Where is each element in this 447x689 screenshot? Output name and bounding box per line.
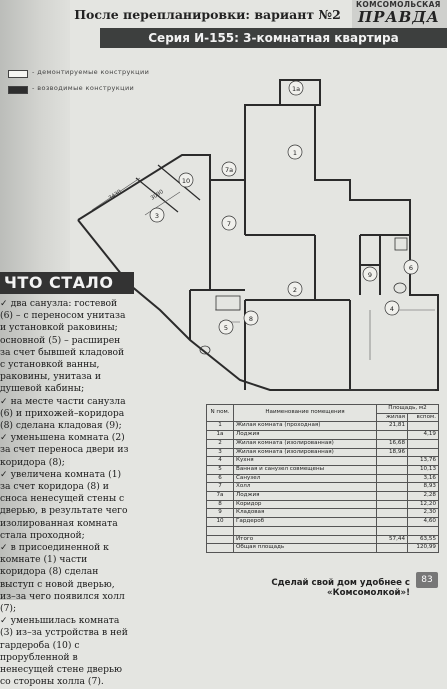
table-row: [207, 509, 439, 518]
table-row: [207, 526, 439, 535]
table-row: [207, 439, 439, 448]
cell-number: 9: [207, 509, 234, 518]
room-marker-1a: [289, 81, 303, 95]
room-marker-2: [288, 282, 302, 296]
footer-slogan: Сделай свой дом удобнее с «Комсомолкой»!: [271, 578, 410, 598]
legend-demolished-label: - демонтируемые конструкции: [32, 68, 150, 76]
bathtub-fixture: [216, 296, 240, 310]
table-header-number: N пом.: [207, 405, 234, 422]
cell-number: [207, 544, 234, 553]
table-row: [207, 544, 439, 553]
cell-auxiliary: 4,60: [408, 518, 439, 527]
cell-living: [377, 474, 408, 483]
legend-demolished-swatch: [8, 70, 28, 78]
svg-text:1а: 1а: [291, 85, 301, 93]
svg-text:6: 6: [408, 264, 414, 272]
cell-living: [377, 465, 408, 474]
cell-number: 7а: [207, 492, 234, 501]
cell-auxiliary: 120,99: [408, 544, 439, 553]
cell-auxiliary: 10,13: [408, 465, 439, 474]
cell-name: Ванная и санузел совмещены: [234, 465, 377, 474]
cell-name: Лоджия: [234, 492, 377, 501]
cell-living: [377, 518, 408, 527]
cell-number: 2: [207, 439, 234, 448]
cell-number: 7: [207, 483, 234, 492]
cell-name: Жилая комната (проходная): [234, 422, 377, 431]
cell-number: 4: [207, 457, 234, 466]
cell-name: Лоджия: [234, 431, 377, 440]
cell-auxiliary: 3,16: [408, 474, 439, 483]
table-row: [207, 457, 439, 466]
cell-number: 10: [207, 518, 234, 527]
cell-name: Жилая комната (изолированная): [234, 448, 377, 457]
svg-text:4: 4: [389, 305, 395, 313]
room-marker-1: [288, 145, 302, 159]
cell-name: [234, 526, 377, 535]
cell-name: Коридор: [234, 500, 377, 509]
cell-number: 1а: [207, 431, 234, 440]
cell-living: 57,44: [377, 535, 408, 544]
room-marker-10: [179, 173, 193, 187]
table-header-area: Площадь, м2: [377, 405, 439, 414]
room-marker-4: [385, 301, 399, 315]
svg-text:2: 2: [292, 286, 298, 294]
svg-text:1: 1: [292, 149, 298, 157]
cell-auxiliary: [408, 448, 439, 457]
legend-erected-swatch: [8, 86, 28, 94]
cell-auxiliary: [408, 439, 439, 448]
table-row: [207, 448, 439, 457]
change-item: ✓ уменьшена комната (2) за счет переноса двери из коридора (8);: [0, 432, 129, 468]
plan-outer-wall: [78, 105, 438, 390]
svg-text:9: 9: [367, 271, 373, 279]
cell-living: [377, 544, 408, 553]
cell-auxiliary: [408, 422, 439, 431]
table-row: [207, 465, 439, 474]
series-heading: Серия И-155: 3-комнатная квартира: [100, 28, 447, 48]
cell-number: 1: [207, 422, 234, 431]
cell-name: Кладовая: [234, 509, 377, 518]
cell-name: Общая площадь: [234, 544, 377, 553]
table-body: [207, 422, 439, 553]
change-item: ✓ в присоединенной к комнате (1) части коридора (8) сделан выступ с новой дверью, из–за чего появился холл (7);: [0, 542, 125, 615]
area-table: [206, 404, 439, 553]
cell-living: 21,81: [377, 422, 408, 431]
table-header-auxiliary: вспом.: [408, 413, 439, 422]
change-item: ✓ увеличена комната (1) за счет коридора (8) и сноса ненесущей стены с дверью, в результате чего изолированная комната стала проходной;: [0, 468, 128, 541]
room-marker-9: [363, 267, 377, 281]
svg-text:3: 3: [154, 212, 160, 220]
svg-text:7: 7: [226, 220, 232, 228]
cell-living: [377, 509, 408, 518]
cell-auxiliary: 12,20: [408, 500, 439, 509]
room-marker-3: [150, 208, 164, 222]
stove-fixture: [395, 238, 407, 250]
cell-living: [377, 492, 408, 501]
cell-number: 3: [207, 448, 234, 457]
cell-number: 8: [207, 500, 234, 509]
toilet-fixture: [394, 283, 406, 293]
cell-auxiliary: 8,93: [408, 483, 439, 492]
cell-living: [377, 483, 408, 492]
cell-living: [377, 431, 408, 440]
page-title: После перепланировки: вариант №2: [74, 7, 341, 22]
table-row: [207, 422, 439, 431]
cell-auxiliary: [408, 526, 439, 535]
legend-erected-label: - возводимые конструкции: [32, 84, 135, 92]
cell-living: [377, 526, 408, 535]
dimension-3090: 3090: [149, 189, 165, 202]
cell-auxiliary: 63,55: [408, 535, 439, 544]
cell-number: [207, 535, 234, 544]
svg-text:10: 10: [181, 177, 191, 185]
cell-name: Жилая комната (изолированная): [234, 439, 377, 448]
cell-name: Санузел: [234, 474, 377, 483]
table-header-living: жилая: [377, 413, 408, 422]
cell-auxiliary: 4,19: [408, 431, 439, 440]
cell-living: [377, 500, 408, 509]
page-number: 83: [416, 572, 438, 588]
logo-top-text: КОМСОМОЛЬСКАЯ: [356, 0, 441, 9]
table-row: [207, 500, 439, 509]
cell-living: 18,96: [377, 448, 408, 457]
table-header-name: Наименование помещения: [234, 405, 377, 422]
cell-name: Холл: [234, 483, 377, 492]
cell-auxiliary: 13,76: [408, 457, 439, 466]
svg-text:7а: 7а: [224, 166, 234, 174]
svg-text:5: 5: [223, 324, 229, 332]
cell-living: 16,68: [377, 439, 408, 448]
cell-name: Итого: [234, 535, 377, 544]
room-marker-7a: [222, 162, 236, 176]
table-row: [207, 518, 439, 527]
cell-living: [377, 457, 408, 466]
cell-number: 5: [207, 465, 234, 474]
table-row: [207, 483, 439, 492]
dimension-3430: 3430: [107, 189, 123, 202]
cell-name: Гардероб: [234, 518, 377, 527]
side-heading: ЧТО СТАЛО: [0, 272, 134, 294]
table-row: [207, 535, 439, 544]
cell-number: 6: [207, 474, 234, 483]
change-item: ✓ уменьшилась комната (3) из–за устройства в ней гардероба (10) с прорубленной в ненесущей стене дверью со стороны холла (7).: [0, 615, 128, 688]
changes-list: [0, 298, 130, 689]
cell-name: Кухня: [234, 457, 377, 466]
cell-number: [207, 526, 234, 535]
svg-text:8: 8: [248, 315, 254, 323]
cell-auxiliary: 2,30: [408, 509, 439, 518]
room-marker-6: [404, 260, 418, 274]
table-row: [207, 431, 439, 440]
table-row: [207, 492, 439, 501]
room-marker-5: [219, 320, 233, 334]
cell-auxiliary: 2,28: [408, 492, 439, 501]
room-marker-8: [244, 311, 258, 325]
table-row: [207, 474, 439, 483]
change-item: ✓ два санузла: гостевой (6) – с переносом унитаза и установкой раковины; основной (5) – расширен за счет бывшей кладовой с установкой ванны, раковины, унитаза и душевой кабины;: [0, 298, 126, 395]
room-marker-7: [222, 216, 236, 230]
logo-main-text: ПРАВДА: [358, 8, 440, 26]
change-item: ✓ на месте части санузла (6) и прихожей–коридора (8) сделана кладовая (9);: [0, 395, 126, 432]
